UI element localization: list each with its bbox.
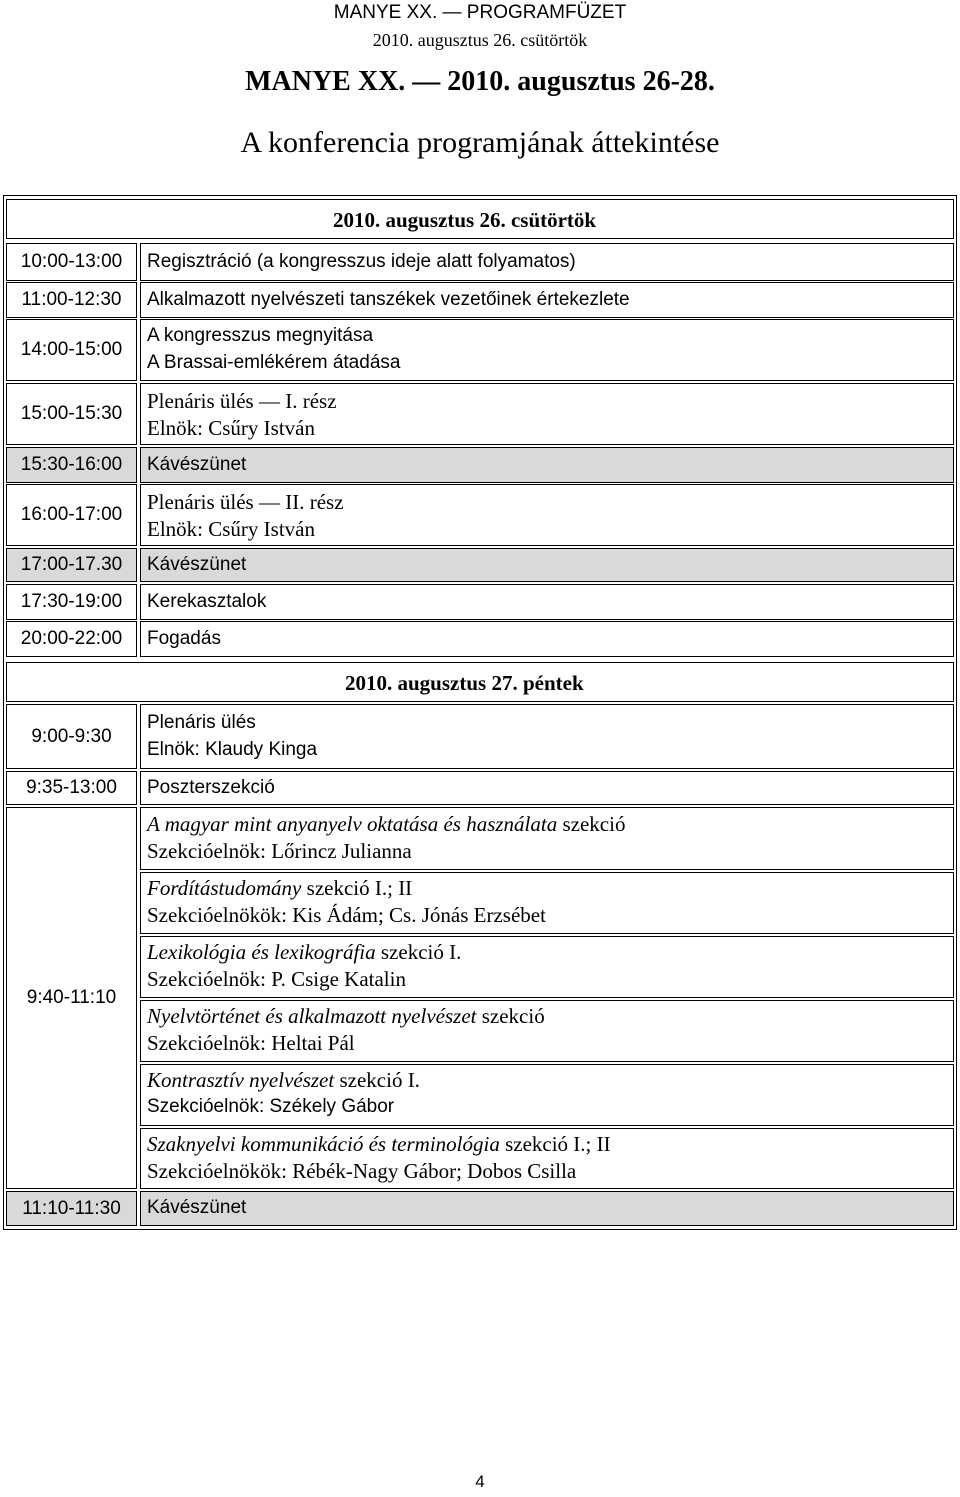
time-label: 17:30-19:00	[20, 591, 123, 612]
section-title: Lexikológia és lexikográfia	[147, 940, 376, 964]
event-label: Poszterszekció	[147, 777, 275, 798]
event-cell	[140, 1191, 954, 1226]
section-cell	[140, 807, 954, 870]
schedule-row	[6, 447, 954, 483]
time-label: 14:00-15:00	[20, 339, 123, 360]
time-label: 20:00-22:00	[20, 628, 123, 649]
event-label: Fogadás	[147, 628, 221, 649]
event-cell	[140, 548, 954, 582]
schedule-row	[6, 383, 954, 445]
time-cell	[6, 548, 137, 582]
schedule-row	[6, 484, 954, 546]
section-title-line	[147, 812, 625, 837]
event-label: Regisztráció (a kongresszus ideje alatt folyamatos)	[147, 251, 576, 272]
event-label: Elnök: Csűry István	[147, 517, 315, 541]
section-title-line	[147, 940, 461, 965]
section-suffix: szekció	[476, 1004, 545, 1028]
event-cell	[140, 771, 954, 805]
day-heading-row	[6, 662, 954, 702]
event-cell	[140, 584, 954, 620]
section-title: Nyelvtörténet és alkalmazott nyelvészet	[147, 1004, 477, 1028]
event-label: Alkalmazott nyelvészeti tanszékek vezetőinek értekezlete	[147, 289, 630, 310]
section-chair: Szekcióelnökök: Rébék-Nagy Gábor; Dobos Csilla	[147, 1159, 577, 1183]
section-chair: Szekcióelnök: P. Csige Katalin	[147, 967, 406, 991]
event-label: Kávészünet	[147, 454, 247, 475]
section-title: A magyar mint anyanyelv oktatása és használata	[147, 812, 558, 836]
event-cell	[140, 704, 954, 769]
event-label: Kerekasztalok	[147, 591, 267, 612]
page-number: 4	[475, 1472, 485, 1491]
event-cell	[140, 319, 954, 381]
section-suffix: szekció I.	[375, 940, 462, 964]
time-label: 9:40-11:10	[26, 987, 117, 1008]
time-label: 10:00-13:00	[20, 251, 123, 272]
section-title: Fordítástudomány	[147, 876, 302, 900]
schedule-row	[6, 771, 954, 805]
time-cell	[6, 282, 137, 318]
day-heading-cell	[6, 662, 954, 702]
schedule-row	[6, 319, 954, 381]
time-cell	[6, 704, 137, 769]
time-cell	[6, 243, 137, 281]
schedule-row	[6, 548, 954, 582]
schedule-row	[6, 243, 954, 281]
time-label: 15:00-15:30	[20, 403, 123, 424]
time-label: 11:00-12:30	[21, 289, 122, 310]
section-suffix: szekció I.; II	[499, 1132, 611, 1156]
section-cell	[140, 872, 954, 934]
section-suffix: szekció I.	[334, 1068, 420, 1092]
event-label: Kávészünet	[147, 554, 247, 575]
event-label: A kongresszus megnyitása	[147, 325, 374, 346]
event-cell	[140, 243, 954, 281]
section-title-line	[147, 1004, 545, 1029]
section-title-line	[147, 1068, 420, 1093]
day-heading-cell	[6, 199, 954, 239]
time-label: 9:35-13:00	[26, 777, 117, 798]
day-heading-row	[6, 199, 954, 239]
event-label: Elnök: Csűry István	[147, 416, 315, 440]
event-label: Elnök: Klaudy Kinga	[147, 739, 318, 760]
event-cell	[140, 282, 954, 318]
time-cell	[6, 807, 137, 1189]
time-label: 16:00-17:00	[20, 504, 123, 525]
section-suffix: szekció	[557, 812, 626, 836]
event-cell	[140, 484, 954, 546]
time-cell	[6, 319, 137, 381]
time-cell	[6, 621, 137, 657]
schedule-row	[6, 584, 954, 620]
section-chair: Szekcióelnökök: Kis Ádám; Cs. Jónás Erzsébet	[147, 903, 546, 927]
time-label: 15:30-16:00	[20, 454, 123, 475]
day-heading: 2010. augusztus 26. csütörtök	[333, 208, 597, 232]
event-label: A Brassai-emlékérem átadása	[147, 352, 401, 373]
time-cell	[6, 1191, 137, 1226]
event-label: Plenáris ülés	[147, 712, 256, 733]
document-subtitle: A konferencia programjának áttekintése	[240, 126, 720, 159]
event-label: Kávészünet	[147, 1197, 247, 1218]
section-title-line	[147, 1132, 611, 1157]
schedule-row	[6, 1191, 954, 1226]
section-title: Kontrasztív nyelvészet	[147, 1068, 335, 1092]
section-title: Szaknyelvi kommunikáció és terminológia	[147, 1132, 500, 1156]
schedule-row	[6, 282, 954, 318]
section-chair: Szekcióelnök: Székely Gábor	[147, 1096, 395, 1117]
time-label: 9:00-9:30	[31, 725, 112, 747]
schedule-row	[6, 621, 954, 657]
time-label: 11:10-11:30	[22, 1197, 121, 1219]
schedule-row	[6, 704, 954, 769]
section-cell	[140, 1000, 954, 1062]
section-chair: Szekcióelnök: Heltai Pál	[147, 1031, 355, 1055]
running-header-date: 2010. augusztus 26. csütörtök	[372, 30, 588, 50]
event-label: Plenáris ülés — I. rész	[147, 389, 337, 413]
section-cell	[140, 1128, 954, 1189]
time-cell	[6, 484, 137, 546]
section-cell	[140, 1064, 954, 1126]
time-cell	[6, 771, 137, 805]
section-title-line	[147, 876, 412, 901]
event-cell	[140, 383, 954, 445]
time-cell	[6, 447, 137, 483]
event-label: Plenáris ülés — II. rész	[147, 490, 344, 514]
day-heading: 2010. augusztus 27. péntek	[345, 671, 584, 695]
section-chair: Szekcióelnök: Lőrincz Julianna	[147, 839, 412, 863]
sections-block	[6, 807, 954, 1189]
time-label: 17:00-17.30	[20, 554, 123, 575]
section-suffix: szekció I.; II	[301, 876, 413, 900]
time-cell	[6, 584, 137, 620]
event-cell	[140, 447, 954, 483]
time-cell	[6, 383, 137, 445]
document-title: MANYE XX. — 2010. augusztus 26-28.	[245, 66, 715, 97]
event-cell	[140, 621, 954, 657]
running-header-title: MANYE XX. — PROGRAMFÜZET	[333, 2, 627, 23]
section-cell	[140, 936, 954, 998]
